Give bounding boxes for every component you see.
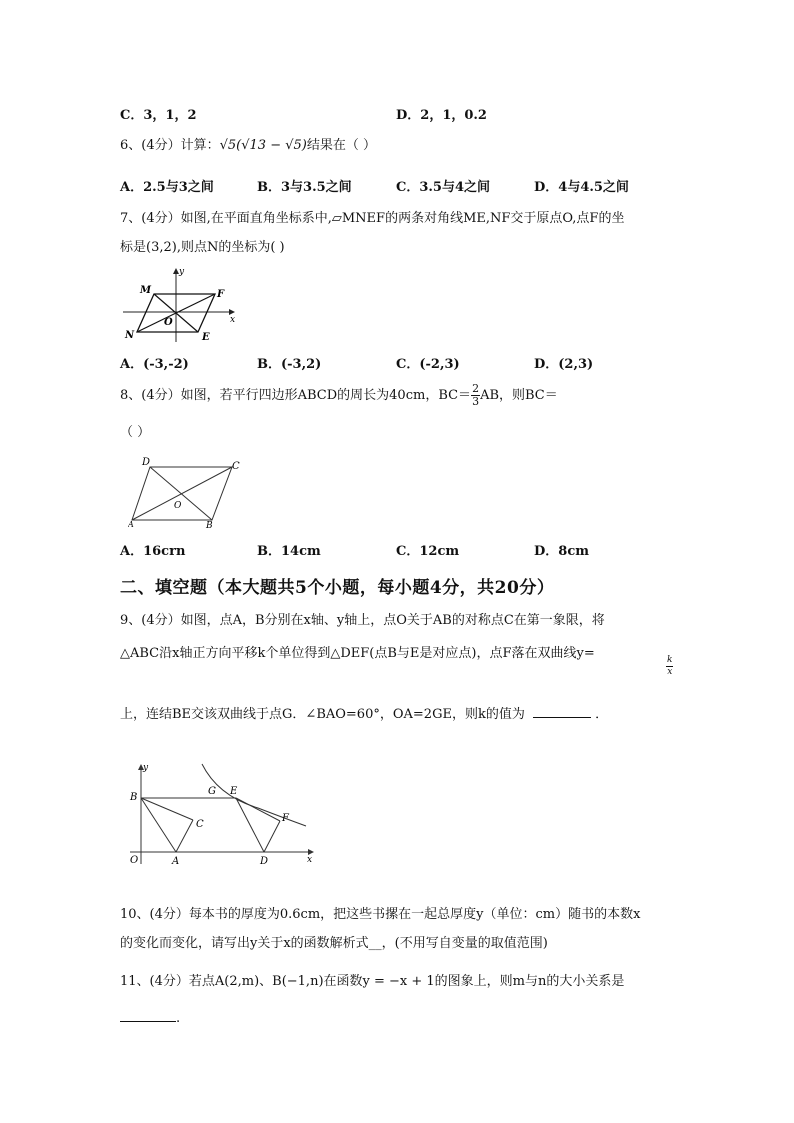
- q10-stem-line1: 10、(4分）每本书的厚度为0.6cm，把这些书摞在一起总厚度y（单位：cm）随书的本数x: [120, 907, 641, 922]
- q7-label-y: y: [179, 267, 185, 277]
- q11-line2-end: .: [176, 1011, 181, 1026]
- q9-frac-num: k: [667, 655, 673, 665]
- q9-label-g: G: [208, 786, 216, 797]
- q7-figure: [118, 262, 248, 344]
- q6-suffix: 结果在（ ）: [306, 138, 377, 153]
- q9-label-x: x: [307, 855, 313, 865]
- q9-segment-bc: [141, 798, 193, 820]
- q7-label-f: F: [217, 289, 225, 300]
- q8-label-c: C: [232, 461, 240, 472]
- q8-label-b: B: [206, 521, 213, 530]
- q8-figure: [128, 454, 248, 530]
- q9-stem-line3: [120, 706, 608, 724]
- q6-expression: √5(√13 − √5): [219, 138, 307, 153]
- q5-option-d: D．2，1，0.2: [396, 108, 487, 123]
- q9-label-c: C: [196, 819, 204, 830]
- q6-prefix: 6、(4分）计算：: [120, 138, 220, 153]
- q6-stem: [120, 137, 376, 155]
- q9-segment-ef: [236, 798, 280, 821]
- q9-line2-text: △ABC沿x轴正方向平移k个单位得到△DEF(点B与E是对应点)，点F落在双曲线y=: [120, 646, 595, 661]
- q7-label-x: x: [230, 315, 236, 325]
- q7-option-a: A．(-3,-2): [120, 357, 189, 372]
- q9-label-e: E: [230, 786, 238, 797]
- q9-stem-line2: [120, 645, 595, 663]
- q9-answer-blank[interactable]: [533, 717, 591, 718]
- q9-segment-ca: [176, 820, 193, 852]
- q8-label-a: A: [128, 520, 134, 529]
- q9-line3-end: ．: [595, 707, 609, 722]
- q11-answer-blank[interactable]: [120, 1021, 176, 1022]
- q9-figure: [124, 760, 320, 868]
- q9-label-o: O: [130, 855, 139, 866]
- q7-stem-line1: 7、(4分）如图,在平面直角坐标系中,▱MNEF的两条对角线ME,NF交于原点O,点F的坐: [120, 211, 625, 226]
- q7-option-b: B．(-3,2): [257, 357, 322, 372]
- q6-option-b: B．3与3.5之间: [257, 180, 352, 195]
- q9-label-a: A: [172, 856, 180, 867]
- q9-label-b: B: [130, 792, 138, 803]
- q8-prefix: 8、(4分）如图，若平行四边形ABCD的周长为40cm，BC＝: [120, 388, 472, 403]
- q9-label-f: F: [282, 813, 289, 824]
- q7-label-n: N: [125, 330, 135, 341]
- q7-label-e: E: [202, 332, 210, 343]
- q6-option-d: D．4与4.5之间: [534, 180, 629, 195]
- q8-frac-num: 2: [472, 382, 480, 395]
- q9-segment-ed: [236, 798, 264, 852]
- q6-option-c: C．3.5与4之间: [396, 180, 491, 195]
- q9-label-y: y: [143, 763, 149, 773]
- q8-stem: [120, 383, 558, 408]
- q9-label-d: D: [260, 856, 269, 867]
- q11-stem-line2: [120, 1010, 180, 1028]
- q8-option-d: D．8cm: [534, 544, 589, 559]
- q8-label-d: D: [142, 457, 151, 468]
- q9-stem-line1: 9、(4分）如图，点A，B分别在x轴、y轴上，点O关于AB的对称点C在第一象限，将: [120, 613, 605, 628]
- q8-label-o: O: [174, 501, 182, 511]
- q7-option-c: C．(-2,3): [396, 357, 460, 372]
- section-2-heading: 二、填空题（本大题共5个小题，每小题4分，共20分）: [120, 578, 555, 598]
- q9-fraction: [666, 655, 673, 678]
- q7-stem-line2: 标是(3,2),则点N的坐标为( ): [120, 240, 285, 255]
- q7-option-d: D．(2,3): [534, 357, 594, 372]
- q8-option-b: B．14cm: [257, 544, 321, 559]
- q5-option-c: C．3，1，2: [120, 108, 197, 123]
- q7-label-m: M: [140, 285, 152, 296]
- q11-stem-line1: 11、(4分）若点A(2,m)、B(−1,n)在函数y = −x + 1的图象上，则m与n的大小关系是: [120, 974, 625, 989]
- q8-frac-den: 3: [472, 395, 480, 408]
- q8-answer-paren: （ ）: [120, 425, 151, 440]
- q9-segment-ba: [141, 798, 176, 852]
- q8-fraction: [471, 383, 480, 408]
- q7-label-o: O: [164, 317, 173, 328]
- q9-segment-fd: [264, 821, 280, 852]
- q10-stem-line2: 的变化而变化，请写出y关于x的函数解析式__，(不用写自变量的取值范围): [120, 936, 548, 951]
- q8-option-c: C．12cm: [396, 544, 460, 559]
- q9-line3-text: 上，连结BE交该双曲线于点G．∠BAO=60°，OA=2GE，则k的值为: [120, 707, 525, 722]
- q6-option-a: A．2.5与3之间: [120, 180, 214, 195]
- q9-hyperbola: [202, 764, 306, 826]
- q8-suffix: AB，则BC＝: [480, 388, 558, 403]
- q8-option-a: A．16crn: [120, 544, 186, 559]
- q9-frac-den: x: [667, 667, 673, 677]
